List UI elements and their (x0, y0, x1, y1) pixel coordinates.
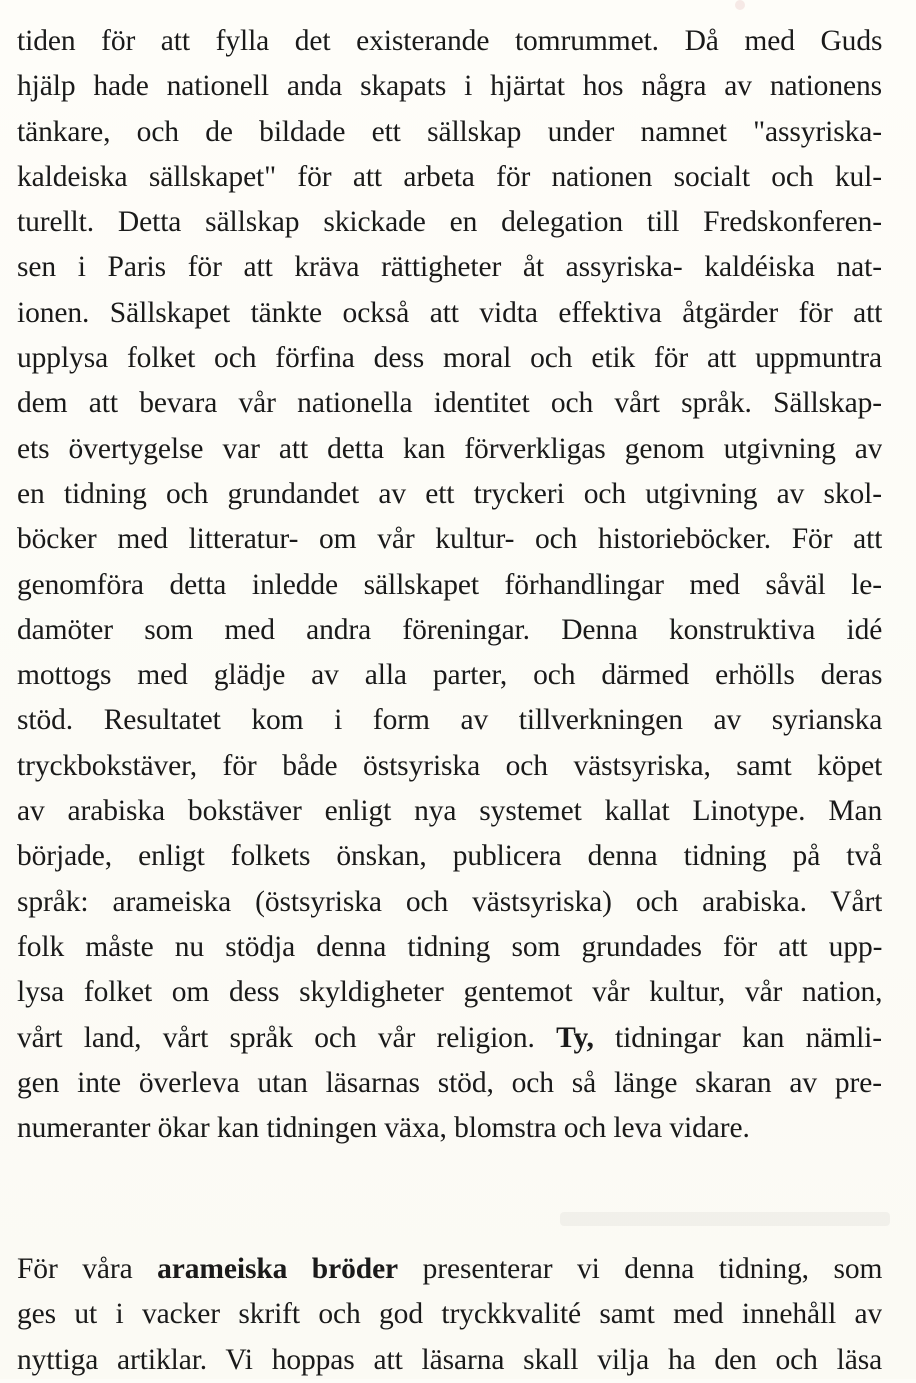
ink-smudge (735, 0, 745, 10)
text-line: gen inte överleva utan läsarnas stöd, och så länge skaran av pre- (17, 1066, 882, 1099)
text-line: hjälp hade nationell anda skapats i hjärtat hos några av nationens (17, 70, 882, 103)
bold-phrase: arameiska bröder (157, 1253, 399, 1285)
text-line-with-bold (17, 1016, 882, 1061)
text-line: ionen. Sällskapet tänkte också att vidta effektiva åtgärder för att (17, 296, 882, 329)
text-line: tryckbokstäver, för både östsyriska och västsyriska, samt köpet (17, 749, 882, 782)
text-line: numeranter ökar kan tidningen växa, blomstra och leva vidare. (17, 1112, 750, 1145)
text-line: språk: arameiska (östsyriska och västsyriska) och arabiska. Vårt (17, 885, 882, 918)
text-line: av arabiska bokstäver enligt nya systemet kallat Linotype. Man (17, 795, 882, 828)
text-line: började, enligt folkets önskan, publicera denna tidning på två (17, 840, 882, 873)
text-line: tiden för att fylla det existerande tomrummet. Då med Guds (17, 25, 882, 57)
text-line: damöter som med andra föreningar. Denna konstruktiva idé (17, 613, 882, 646)
text-line: mottogs med glädje av alla parter, och därmed erhölls deras (17, 659, 882, 692)
paragraph-1 (17, 19, 882, 1151)
text-line: sen i Paris för att kräva rättigheter åt assyriska- kaldéiska nat- (17, 251, 882, 284)
text-line: upplysa folket och förfina dess moral och etik för att uppmuntra (17, 342, 882, 375)
text-line: en tidning och grundandet av ett tryckeri och utgivning av skol- (17, 477, 882, 510)
text-segment: vårt land, vårt språk och vår religion. (17, 1021, 535, 1054)
text-line: ges ut i vacker skrift och god tryckkvalité samt med innehåll av (17, 1298, 882, 1331)
text-line: böcker med litteratur- om vår kultur- och historieböcker. För att (17, 523, 882, 556)
text-segment: tidningar kan nämli- (593, 1021, 882, 1054)
text-line-with-bold (17, 1247, 882, 1292)
paragraph-2 (17, 1247, 882, 1383)
text-line: tänkare, och de bildade ett sällskap under namnet "assyriska- (17, 115, 882, 148)
text-line: kaldeiska sällskapet" för att arbeta för nationen socialt och kul- (17, 160, 882, 193)
bold-word: Ty, (556, 1021, 594, 1054)
text-segment: För våra (17, 1253, 158, 1285)
text-line: folk måste nu stödja denna tidning som grundades för att upp- (17, 930, 882, 963)
text-line: ets övertygelse var att detta kan förverkligas genom utgivning av (17, 432, 882, 465)
text-line: dem att bevara vår nationella identitet och vårt språk. Sällskap- (17, 387, 882, 420)
text-segment: presenterar vi denna tidning, som (398, 1253, 882, 1285)
text-line: nyttiga artiklar. Vi hoppas att läsarna skall vilja ha den och läsa (17, 1343, 882, 1376)
text-line: stöd. Resultatet kom i form av tillverkningen av syrianska (17, 704, 882, 737)
show-through-text (560, 1212, 890, 1226)
text-line: turellt. Detta sällskap skickade en delegation till Fredskonferen- (17, 206, 882, 239)
text-line: genomföra detta inledde sällskapet förhandlingar med såväl le- (17, 568, 882, 601)
text-line: lysa folket om dess skyldigheter gentemot vår kultur, vår nation, (17, 976, 882, 1009)
